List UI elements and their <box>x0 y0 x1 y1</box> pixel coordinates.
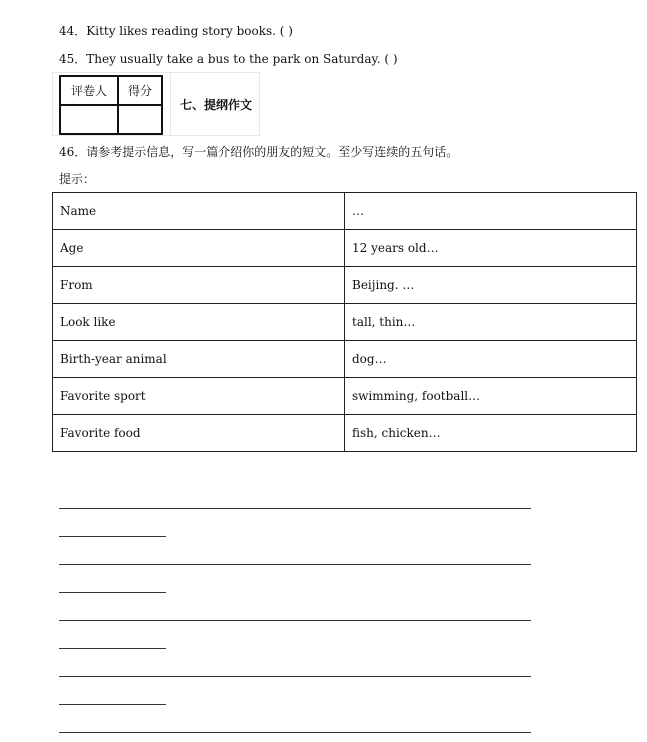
table-row <box>53 304 637 341</box>
row-label: From <box>53 267 345 304</box>
writing-line[interactable] <box>59 704 166 705</box>
score-label: 得分 <box>118 76 162 105</box>
reviewer-cell <box>60 105 118 134</box>
row-value: swimming, football… <box>345 378 637 415</box>
writing-line[interactable] <box>59 620 531 621</box>
row-value: Beijing. … <box>345 267 637 304</box>
writing-line[interactable] <box>59 508 531 509</box>
table-row <box>53 230 637 267</box>
row-value: 12 years old… <box>345 230 637 267</box>
score-cell <box>118 105 162 134</box>
reviewer-label: 评卷人 <box>60 76 118 105</box>
table-row <box>53 267 637 304</box>
info-table <box>52 192 637 452</box>
table-row <box>53 193 637 230</box>
grader-table <box>59 75 163 135</box>
table-row <box>53 341 637 378</box>
row-value: … <box>345 193 637 230</box>
row-value: dog… <box>345 341 637 378</box>
writing-line[interactable] <box>59 592 166 593</box>
writing-line[interactable] <box>59 676 531 677</box>
row-label: Favorite food <box>53 415 345 452</box>
grader-divider <box>170 73 171 135</box>
writing-line[interactable] <box>59 648 166 649</box>
hint-label: 提示： <box>59 172 96 186</box>
question-46: 46．请参考提示信息，写一篇介绍你的朋友的短文。至少写连续的五句话。 <box>59 145 459 159</box>
section-title: 七、提纲作文 <box>180 98 253 112</box>
row-label: Name <box>53 193 345 230</box>
row-value: fish, chicken… <box>345 415 637 452</box>
writing-line[interactable] <box>59 564 531 565</box>
row-value: tall, thin… <box>345 304 637 341</box>
table-row <box>53 415 637 452</box>
question-44: 44．Kitty likes reading story books. ( ) <box>59 24 293 38</box>
writing-line[interactable] <box>59 732 531 733</box>
table-row <box>53 378 637 415</box>
row-label: Look like <box>53 304 345 341</box>
row-label: Age <box>53 230 345 267</box>
row-label: Favorite sport <box>53 378 345 415</box>
writing-line[interactable] <box>59 536 166 537</box>
question-45: 45．They usually take a bus to the park on Saturday. ( ) <box>59 52 398 66</box>
row-label: Birth-year animal <box>53 341 345 378</box>
grader-box <box>52 72 260 136</box>
